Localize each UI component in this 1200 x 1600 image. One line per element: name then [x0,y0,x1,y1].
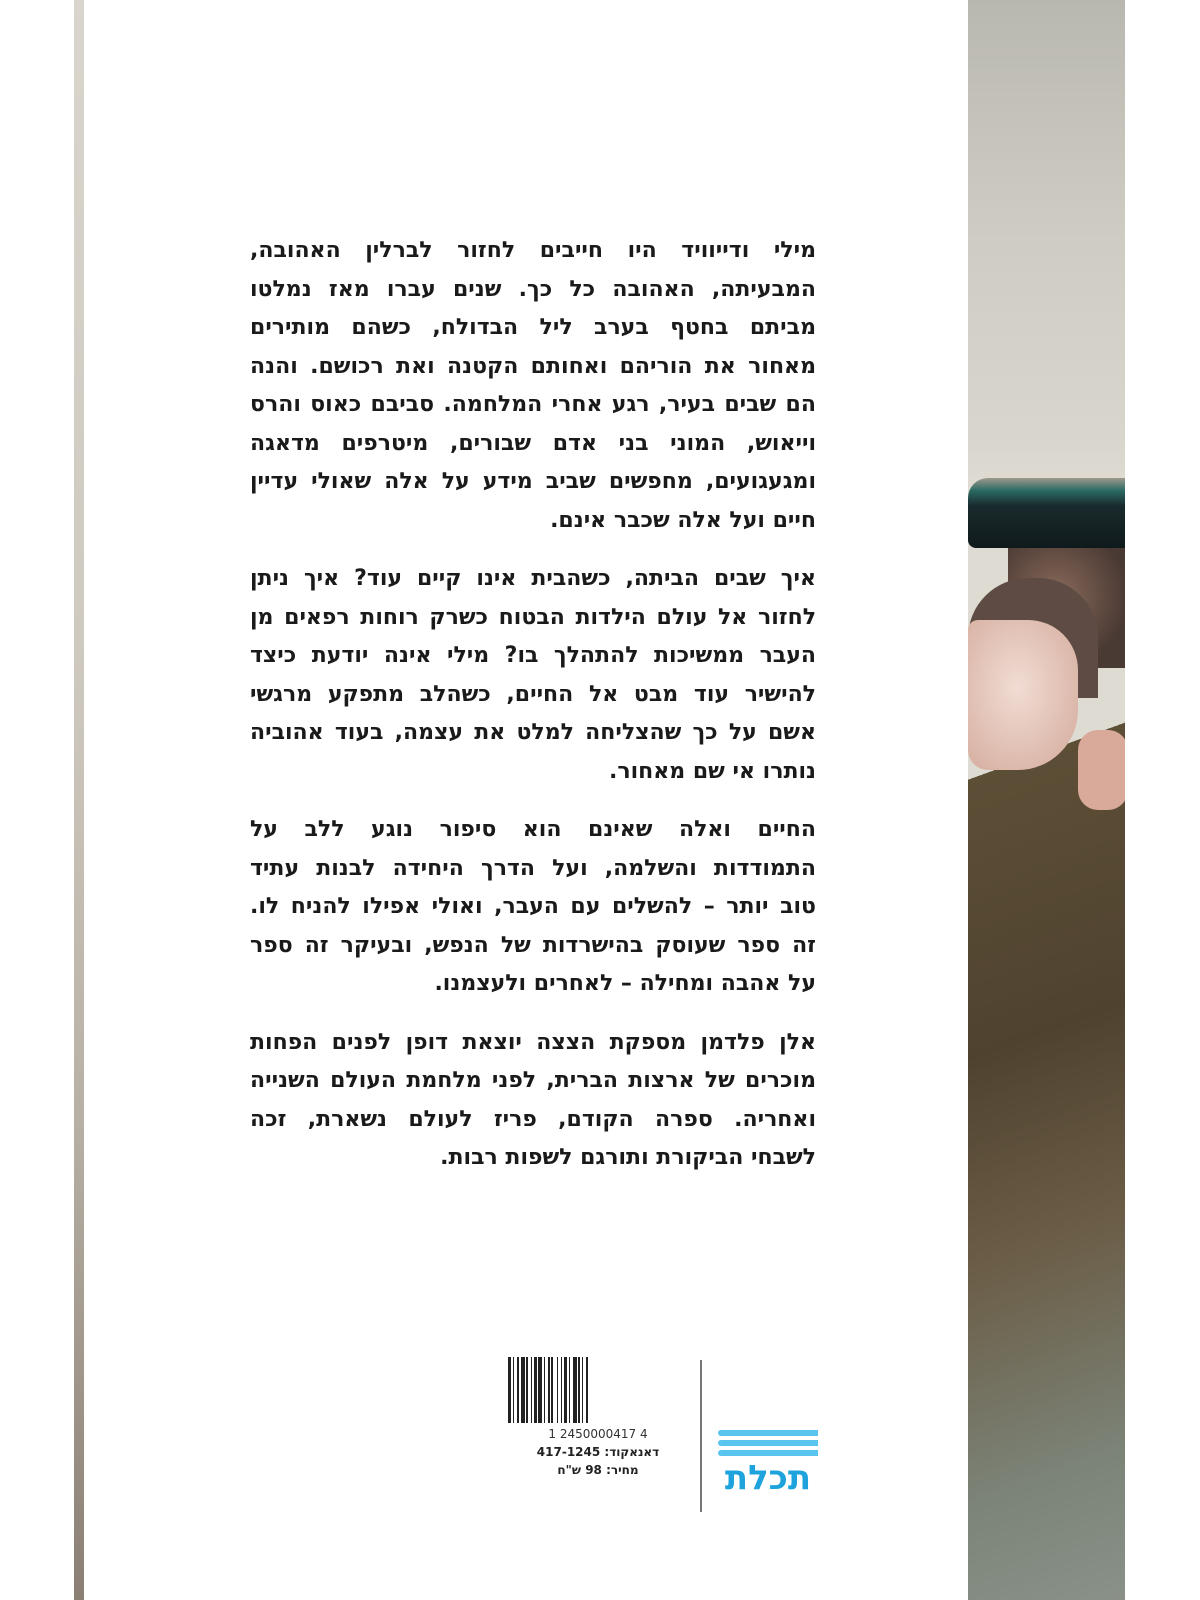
paragraph [250,811,816,1004]
paragraph [250,560,816,791]
hand [1078,730,1125,810]
text-line: מילי ודייוויד היו חייבים לחזור לברלין האהובה, [250,238,816,263]
left-edge-photo-strip [74,0,84,1600]
text-line: לשבחי הביקורת ותורגם לשפות רבות. [440,1145,816,1170]
text-line: וייאוש, המוני בני אדם שבורים, מיטרפים מדאגה [250,430,816,456]
publisher-logo [718,1430,818,1510]
book-stripe-icon [718,1450,818,1456]
text-line: איך שבים הביתה, כשהבית אינו קיים עוד? איך ניתן [250,566,816,591]
paragraph [250,1024,816,1178]
text-line: ומגעגועים, מחפשים שביב מידע על אלה שאולי עדיין [250,469,816,494]
text-line: המבעיתה, האהובה כל כך. שנים עברו מאז נמלטו [250,276,816,302]
text-line: טוב יותר – להשלים עם העבר, ואולי אפילו להניח לו. [250,894,816,919]
barcode-bar [586,1357,588,1423]
divider [700,1360,702,1512]
text-line: ואחריה. ספרה הקודם, פריז לעולם נשארת, זכה [250,1106,816,1132]
text-line: הם שבים בעיר, רגע אחרי המלחמה. סביבם כאוס והרס [250,392,816,417]
cover-photo-strip [968,0,1125,1600]
military-cap [968,478,1125,548]
text-line: אלן פלדמן מספקת הצצה יוצאת דופן לפנים הפחות [250,1029,816,1055]
text-line: החיים ואלה שאינם הוא סיפור נוגע ללב על [250,817,816,842]
price: מחיר: 98 ש"ח [557,1463,639,1477]
text-line: מאחור את הוריהם ואחותם הקטנה ואת רכושם. והנה [250,353,816,379]
text-line: מוכרים של ארצות הברית, לפני מלחמת העולם השנייה [250,1068,816,1093]
blurb-text [250,232,816,1198]
text-line: מביתם בחטף בערב ליל הבדולח, כשהם מותירים [250,315,816,340]
text-line: התמודדות והשלמה, ועל הדרך היחידה לבנות עתיד [250,855,816,881]
text-line: על אהבה ומחילה – לאחרים ולעצמנו. [434,971,816,996]
book-stripe-icon [718,1430,818,1436]
barcode-number: 1 2450000417 4 [548,1427,648,1441]
barcode [508,1357,688,1423]
publisher-name: תכלת [724,1458,812,1498]
text-line: נותרו אי שם מאחור. [608,758,816,784]
text-line: זה ספר שעוסק בהישרדות של הנפש, ובעיקר זה ספר [250,932,816,958]
text-line: העבר ממשיכות להתהלך בו? מילי אינה יודעת כיצד [250,643,816,668]
catalog-code: דאנאקוד: 417-1245 [536,1445,660,1459]
text-line: לחזור אל עולם הילדות הבטוח כשרק רוחות רפאים מן [250,604,816,630]
text-line: אשם על כך שהצליחה למלט את עצמה, בעוד אהוביה [250,720,816,745]
book-stripe-icon [718,1440,818,1446]
woman-face [968,620,1078,770]
barcode-block [508,1357,688,1477]
text-line: חיים ועל אלה שכבר אינם. [550,507,816,533]
text-line: להישיר עוד מבט אל החיים, כשהלב מתפקע מרגשי [250,681,816,707]
paragraph [250,232,816,540]
